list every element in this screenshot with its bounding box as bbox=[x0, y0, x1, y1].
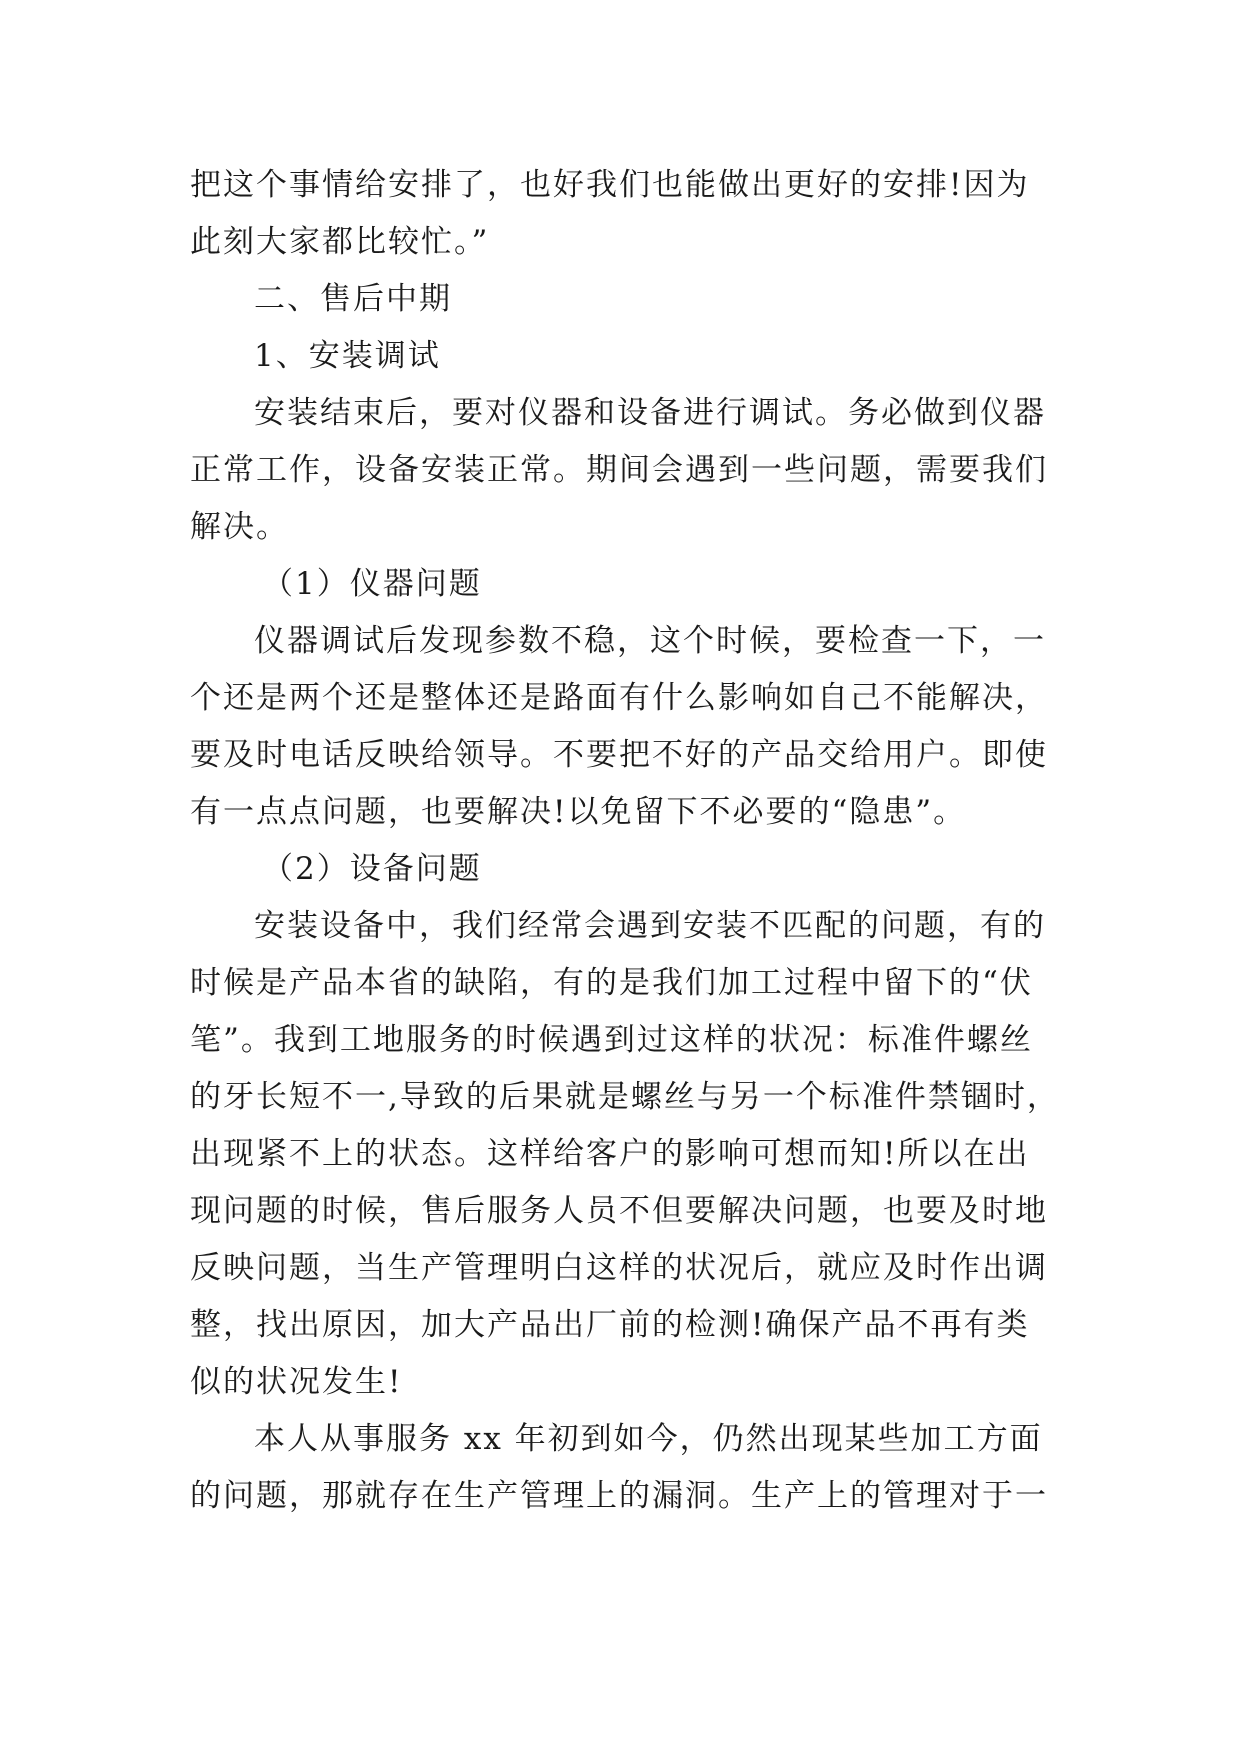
paragraph-line: 本人从事服务 xx 年初到如今，仍然出现某些加工方面 bbox=[254, 1421, 1043, 1457]
paragraph-line: 反映问题，当生产管理明白这样的状况后，就应及时作出调 bbox=[190, 1250, 1048, 1286]
paragraph-line: 的牙长短不一,导致的后果就是螺丝与另一个标准件禁锢时， bbox=[190, 1079, 1060, 1115]
paragraph-line: 把这个事情给安排了，也好我们也能做出更好的安排!因为 bbox=[190, 167, 1030, 203]
paragraph-line: 安装结束后，要对仪器和设备进行调试。务必做到仪器 bbox=[254, 395, 1046, 431]
paragraph-line: 安装设备中，我们经常会遇到安装不匹配的问题，有的 bbox=[254, 908, 1046, 944]
item-heading: （2）设备问题 bbox=[262, 851, 482, 887]
paragraph-line: 出现紧不上的状态。这样给客户的影响可想而知!所以在出 bbox=[190, 1136, 1030, 1172]
paragraph-line: 似的状况发生! bbox=[190, 1364, 403, 1400]
paragraph-line: 笔”。我到工地服务的时候遇到过这样的状况：标准件螺丝 bbox=[190, 1022, 1033, 1058]
paragraph-line: 要及时电话反映给领导。不要把不好的产品交给用户。即使 bbox=[190, 737, 1048, 773]
section-heading: 二、售后中期 bbox=[254, 281, 452, 317]
paragraph-line: 正常工作，设备安装正常。期间会遇到一些问题，需要我们 bbox=[190, 452, 1048, 488]
paragraph-line: 解决。 bbox=[190, 509, 289, 545]
paragraph-line: 个还是两个还是整体还是路面有什么影响如自己不能解决， bbox=[190, 680, 1048, 716]
paragraph-line: 有一点点问题，也要解决!以免留下不必要的“隐患”。 bbox=[190, 794, 967, 830]
subsection-heading: 1、安装调试 bbox=[254, 338, 441, 374]
paragraph-line: 仪器调试后发现参数不稳，这个时候，要检查一下，一 bbox=[254, 623, 1046, 659]
paragraph-line: 此刻大家都比较忙。” bbox=[190, 224, 490, 260]
paragraph-line: 时候是产品本省的缺陷，有的是我们加工过程中留下的“伏 bbox=[190, 965, 1033, 1001]
item-heading: （1）仪器问题 bbox=[262, 566, 482, 602]
paragraph-line: 的问题，那就存在生产管理上的漏洞。生产上的管理对于一 bbox=[190, 1478, 1048, 1514]
paragraph-line: 整，找出原因，加大产品出厂前的检测!确保产品不再有类 bbox=[190, 1307, 1030, 1343]
paragraph-line: 现问题的时候，售后服务人员不但要解决问题，也要及时地 bbox=[190, 1193, 1048, 1229]
